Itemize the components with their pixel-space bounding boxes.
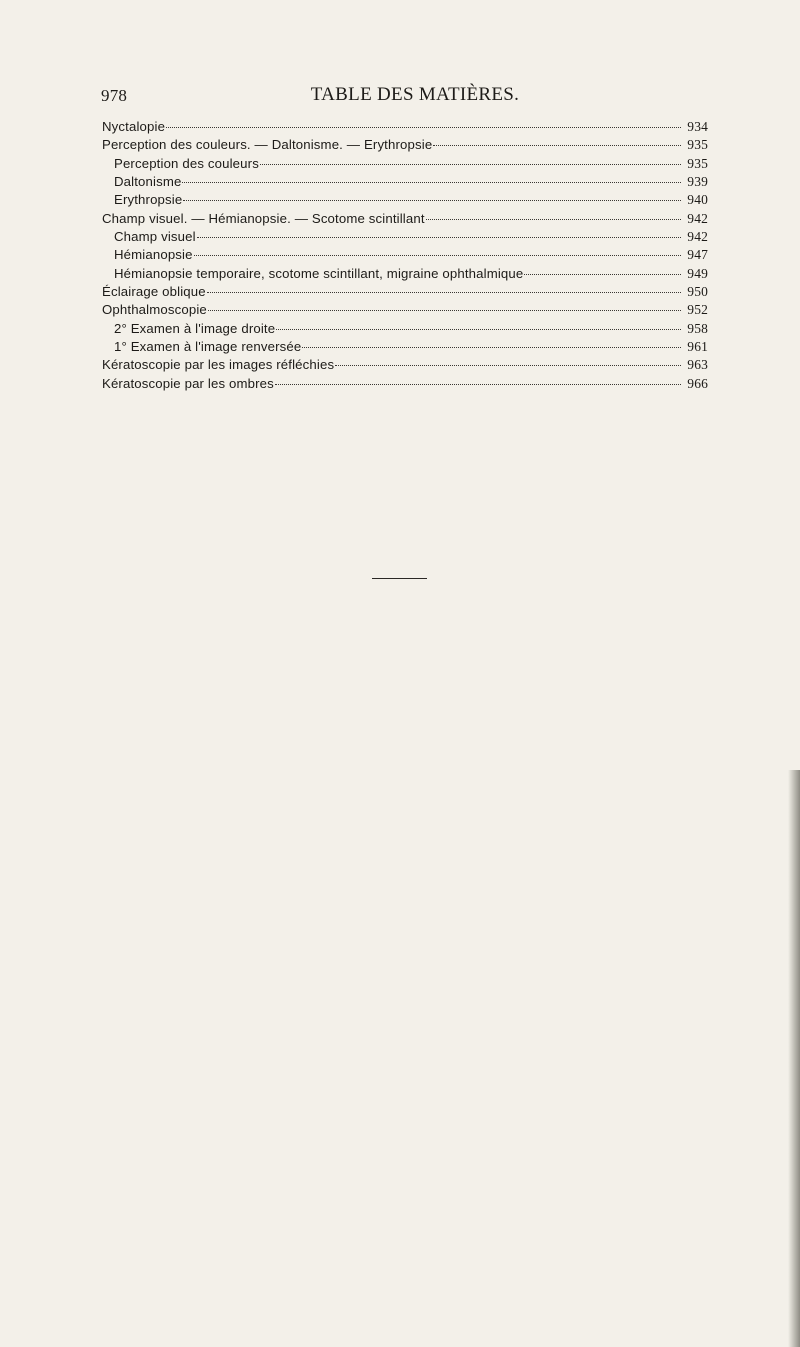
toc-entry xyxy=(102,191,708,209)
toc-entry-page: 963 xyxy=(687,357,708,373)
toc-entry xyxy=(102,356,708,374)
toc-entry xyxy=(102,155,708,173)
toc-entry-page: 958 xyxy=(687,320,708,336)
separator-rule xyxy=(372,578,427,579)
toc-entry-label: 1° Examen à l'image renversée xyxy=(114,339,302,355)
dot-leader xyxy=(194,255,681,256)
toc-entry-page: 935 xyxy=(687,155,708,171)
toc-entry-page: 952 xyxy=(687,302,708,318)
dot-leader xyxy=(426,219,681,220)
toc-entry xyxy=(102,320,708,338)
toc-entry-page: 950 xyxy=(687,284,708,300)
toc-entry-label: Champ visuel. — Hémianopsie. — Scotome scintillant xyxy=(102,210,425,226)
toc-entry-label: Kératoscopie par les images réfléchies xyxy=(102,357,335,373)
dot-leader xyxy=(524,274,681,275)
toc-entry-page: 935 xyxy=(687,137,708,153)
toc-entry xyxy=(102,210,708,228)
toc-entry-page: 942 xyxy=(687,229,708,245)
toc-entry-page: 949 xyxy=(687,265,708,281)
page-number: 978 xyxy=(101,86,128,105)
table-of-contents xyxy=(102,118,708,393)
toc-entry-label: Éclairage oblique xyxy=(102,284,206,300)
toc-entry-page: 966 xyxy=(687,375,708,391)
dot-leader xyxy=(302,347,681,348)
dot-leader xyxy=(183,200,681,201)
toc-entry xyxy=(102,246,708,264)
toc-entry-label: Daltonisme xyxy=(114,174,182,190)
toc-entry xyxy=(102,136,708,154)
toc-entry-label: Kératoscopie par les ombres xyxy=(102,375,274,391)
toc-entry-label: Hémianopsie temporaire, scotome scintillant, migraine ophthalmique xyxy=(114,265,524,281)
dot-leader xyxy=(433,145,681,146)
dot-leader xyxy=(182,182,681,183)
running-title: TABLE DES MATIÈRES. xyxy=(310,84,520,105)
dot-leader xyxy=(275,384,681,385)
toc-entry xyxy=(102,283,708,301)
toc-entry-label: Champ visuel xyxy=(114,229,196,245)
toc-entry-label: Nyctalopie xyxy=(102,119,166,134)
toc-entry xyxy=(102,173,708,191)
dot-leader xyxy=(197,237,681,238)
toc-entry-label: Erythropsie xyxy=(114,192,183,208)
toc-entry-label: Hémianopsie xyxy=(114,247,193,263)
toc-entry-page: 947 xyxy=(687,247,708,263)
toc-entry-page: 961 xyxy=(687,339,708,355)
toc-entry xyxy=(102,118,708,136)
toc-entry xyxy=(102,338,708,356)
dot-leader xyxy=(207,292,681,293)
toc-entry-page: 942 xyxy=(687,210,708,226)
toc-entry-page: 940 xyxy=(687,192,708,208)
dot-leader xyxy=(335,365,681,366)
toc-entry-page: 934 xyxy=(687,119,708,134)
toc-entry xyxy=(102,375,708,393)
dot-leader xyxy=(208,310,681,311)
toc-entry-label: Perception des couleurs xyxy=(114,155,259,171)
toc-entry xyxy=(102,265,708,283)
dot-leader xyxy=(166,127,681,128)
toc-entry xyxy=(102,301,708,319)
toc-entry-label: Perception des couleurs. — Daltonisme. — Erythropsie xyxy=(102,137,433,153)
toc-entry-label: Ophthalmoscopie xyxy=(102,302,207,318)
toc-entry xyxy=(102,228,708,246)
toc-entry-page: 939 xyxy=(687,174,708,190)
dot-leader xyxy=(276,329,681,330)
dot-leader xyxy=(260,164,681,165)
page-edge-shadow xyxy=(788,770,800,1347)
toc-entry-label: 2° Examen à l'image droite xyxy=(114,320,276,336)
